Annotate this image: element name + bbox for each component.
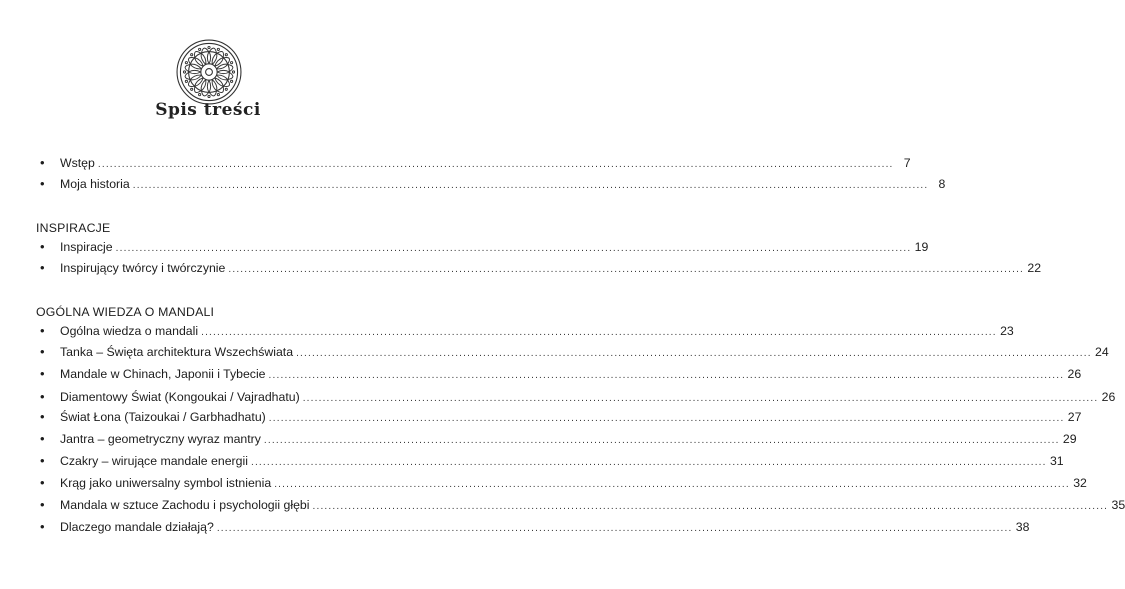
toc-entry-label: Krąg jako uniwersalny symbol istnienia [60, 476, 272, 490]
bullet-icon: • [40, 519, 45, 534]
toc-entry-page: 26 [1067, 367, 1082, 381]
toc-entry-page: 8 [938, 177, 946, 191]
dot-leader: ........................................................................................................................................................................................................ [312, 501, 1109, 512]
toc-entry[interactable] [36, 176, 946, 196]
toc-entry[interactable] [36, 344, 1109, 364]
toc-entry-label: Tanka – Święta architektura Wszechświata [60, 345, 294, 359]
bullet-icon: • [40, 344, 45, 359]
toc-entry-page: 29 [1062, 432, 1077, 446]
toc-entry-page: 35 [1111, 498, 1125, 512]
toc-entry-label: Wstęp [60, 156, 95, 170]
toc-entry[interactable] [36, 323, 1014, 343]
bullet-icon: • [40, 155, 45, 170]
toc-entry-label: Dlaczego mandale działają? [60, 520, 214, 534]
toc-entry-label: Moja historia [60, 177, 130, 191]
toc-entry[interactable] [36, 155, 911, 175]
toc-entry[interactable] [36, 239, 929, 259]
toc-entry-page: 19 [914, 240, 929, 254]
toc-entry-page: 38 [1015, 520, 1030, 534]
toc-entry[interactable] [36, 366, 1082, 386]
toc-entry-label: Czakry – wirujące mandale energii [60, 454, 248, 468]
bullet-icon: • [40, 260, 45, 275]
dot-leader: ........................................................................................................................................................................................................ [268, 370, 1065, 381]
toc-entry-page: 32 [1073, 476, 1087, 490]
toc-entry-label: Mandale w Chinach, Japonii i Tybecie [60, 367, 266, 381]
toc-entry-label: Inspirujący twórcy i twórczynie [60, 261, 226, 275]
bullet-icon: • [40, 409, 45, 424]
toc-entry[interactable] [36, 497, 1125, 517]
toc-entry[interactable] [36, 475, 1087, 495]
dot-leader: ........................................................................................................................................................................................................ [296, 348, 1092, 359]
toc-entry-label: Diamentowy Świat (Kongoukai / Vajradhatu) [60, 390, 300, 404]
bullet-icon: • [40, 453, 45, 468]
toc-entry-label: Świat Łona (Taizoukai / Garbhadhatu) [60, 410, 266, 424]
toc-entry[interactable] [36, 519, 1030, 539]
toc-entry[interactable] [36, 389, 1116, 409]
toc-entry[interactable] [36, 431, 1077, 451]
bullet-icon: • [40, 389, 45, 404]
dot-leader: ........................................................................................................................................................................................................ [274, 479, 1070, 490]
dot-leader: ........................................................................................................................................................................................................ [302, 393, 1099, 404]
dot-leader: ........................................................................................................................................................................................................ [250, 457, 1047, 468]
toc-entry-page: 24 [1095, 345, 1109, 359]
toc-entry-page: 7 [903, 156, 911, 170]
toc-entry-page: 26 [1101, 390, 1116, 404]
dot-leader: ........................................................................................................................................................................................................ [228, 264, 1025, 275]
toc-entry-label: Jantra – geometryczny wyraz mantry [60, 432, 261, 446]
dot-leader: ........................................................................................................................................................................................................ [97, 159, 894, 170]
bullet-icon: • [40, 323, 45, 338]
bullet-icon: • [40, 366, 45, 381]
toc-entry[interactable] [36, 453, 1064, 473]
toc-entry-page: 22 [1027, 261, 1042, 275]
section-heading: INSPIRACJE [36, 221, 111, 235]
section-heading: OGÓLNA WIEDZA O MANDALI [36, 305, 215, 319]
toc-entry-page: 27 [1067, 410, 1082, 424]
dot-leader: ........................................................................................................................................................................................................ [216, 523, 1013, 534]
dot-leader: ........................................................................................................................................................................................................ [263, 435, 1060, 446]
toc-entry[interactable] [36, 260, 1042, 280]
mandala-icon [175, 38, 243, 106]
toc-entry-label: Ogólna wiedza o mandali [60, 324, 199, 338]
toc-entry-page: 31 [1049, 454, 1064, 468]
bullet-icon: • [40, 176, 45, 191]
page-title: Spis treści [155, 100, 261, 120]
bullet-icon: • [40, 431, 45, 446]
bullet-icon: • [40, 497, 45, 512]
dot-leader: ........................................................................................................................................................................................................ [132, 180, 929, 191]
toc-entry-label: Inspiracje [60, 240, 113, 254]
dot-leader: ........................................................................................................................................................................................................ [115, 243, 912, 254]
toc-entry-label: Mandala w sztuce Zachodu i psychologii głębi [60, 498, 310, 512]
dot-leader: ........................................................................................................................................................................................................ [201, 327, 997, 338]
bullet-icon: • [40, 475, 45, 490]
toc-entry[interactable] [36, 409, 1082, 429]
bullet-icon: • [40, 239, 45, 254]
toc-entry-page: 23 [1000, 324, 1014, 338]
dot-leader: ........................................................................................................................................................................................................ [268, 413, 1065, 424]
